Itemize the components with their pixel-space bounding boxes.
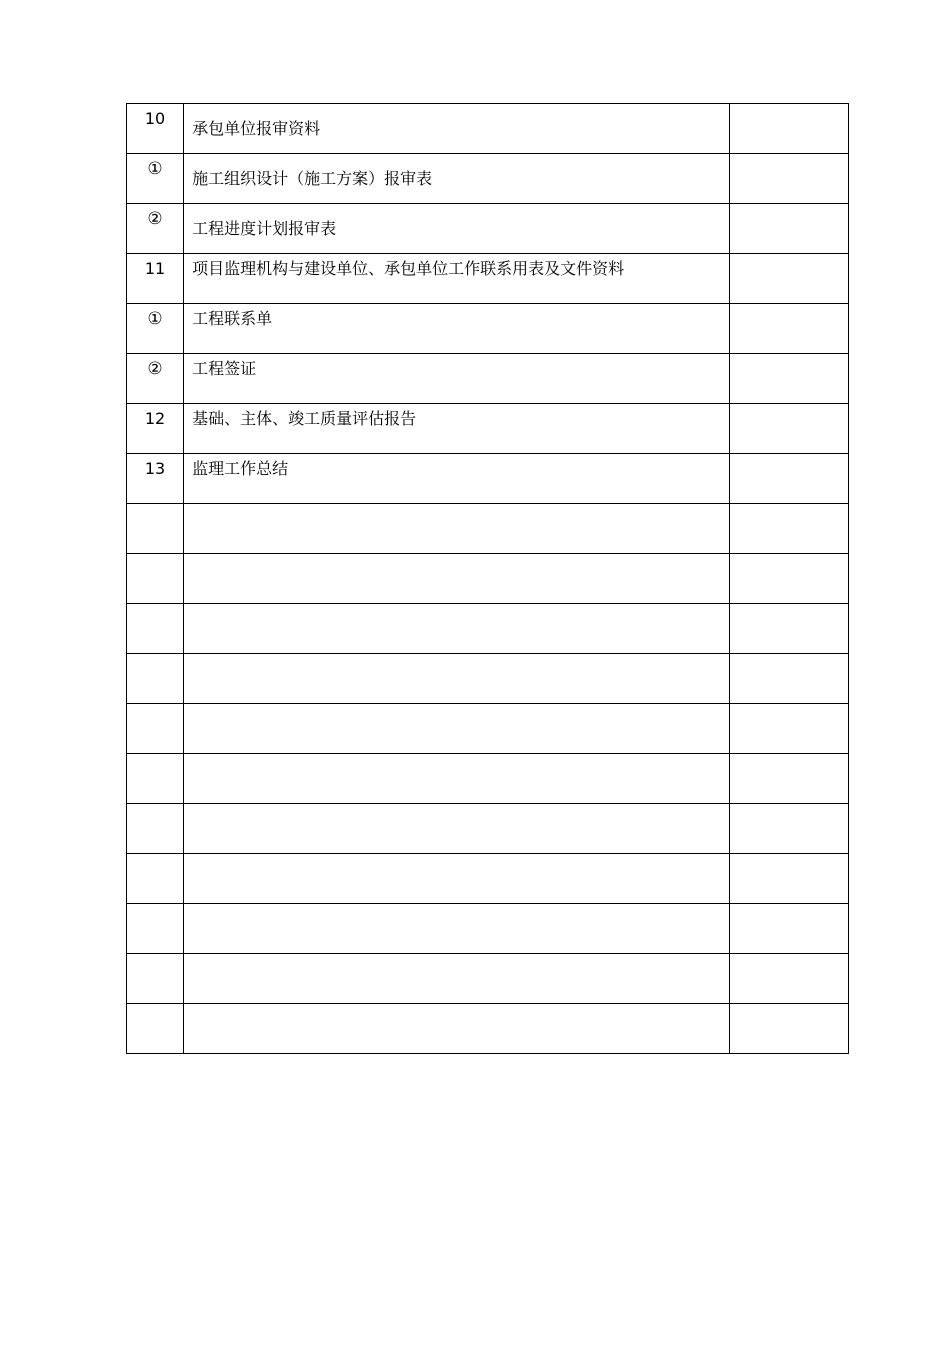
item-cell (184, 804, 730, 854)
row-number-cell (127, 804, 184, 854)
table-row (127, 954, 849, 1004)
row-number-cell (127, 154, 184, 204)
row-number: ② (147, 359, 163, 379)
table-row (127, 704, 849, 754)
note-cell (729, 704, 848, 754)
row-number-cell (127, 854, 184, 904)
note-cell (729, 254, 848, 304)
item-text: 基础、主体、竣工质量评估报告 (192, 409, 417, 428)
item-cell (184, 854, 730, 904)
item-cell (184, 304, 730, 354)
row-number-cell (127, 654, 184, 704)
item-text: 施工组织设计（施工方案）报审表 (192, 169, 433, 188)
item-cell (184, 254, 730, 304)
row-number-cell (127, 354, 184, 404)
item-cell (184, 554, 730, 604)
note-cell (729, 204, 848, 254)
table-row (127, 254, 849, 304)
row-number-cell (127, 954, 184, 1004)
row-number-cell (127, 254, 184, 304)
table-row (127, 204, 849, 254)
item-text: 工程进度计划报审表 (192, 219, 337, 238)
row-number-cell (127, 404, 184, 454)
table-row (127, 1004, 849, 1054)
item-cell (184, 504, 730, 554)
item-cell (184, 354, 730, 404)
item-cell (184, 954, 730, 1004)
table-body (127, 104, 849, 1054)
row-number-cell (127, 554, 184, 604)
table-row (127, 354, 849, 404)
item-cell (184, 904, 730, 954)
item-cell (184, 104, 730, 154)
table-row (127, 454, 849, 504)
note-cell (729, 654, 848, 704)
row-number-cell (127, 1004, 184, 1054)
item-cell (184, 454, 730, 504)
item-text: 监理工作总结 (192, 459, 289, 478)
table-row (127, 754, 849, 804)
table-row (127, 504, 849, 554)
note-cell (729, 804, 848, 854)
row-number-cell (127, 504, 184, 554)
row-number: 13 (144, 459, 166, 478)
note-cell (729, 354, 848, 404)
item-text: 工程签证 (192, 359, 257, 378)
note-cell (729, 454, 848, 504)
note-cell (729, 904, 848, 954)
row-number-cell (127, 104, 184, 154)
table-row (127, 804, 849, 854)
item-cell (184, 754, 730, 804)
table-row (127, 304, 849, 354)
item-cell (184, 604, 730, 654)
table-row (127, 104, 849, 154)
item-cell (184, 654, 730, 704)
table-row (127, 404, 849, 454)
row-number: ① (147, 309, 163, 329)
row-number: ① (147, 159, 163, 179)
item-cell (184, 204, 730, 254)
item-cell (184, 1004, 730, 1054)
item-cell (184, 154, 730, 204)
table-row (127, 554, 849, 604)
table-row (127, 154, 849, 204)
note-cell (729, 104, 848, 154)
note-cell (729, 154, 848, 204)
table-row (127, 904, 849, 954)
note-cell (729, 504, 848, 554)
note-cell (729, 604, 848, 654)
document-table (126, 103, 849, 1054)
item-cell (184, 404, 730, 454)
row-number-cell (127, 304, 184, 354)
row-number: 10 (144, 109, 166, 128)
row-number-cell (127, 754, 184, 804)
table-row (127, 654, 849, 704)
row-number-cell (127, 704, 184, 754)
row-number-cell (127, 454, 184, 504)
row-number: 11 (144, 259, 166, 278)
row-number-cell (127, 604, 184, 654)
table-row (127, 854, 849, 904)
note-cell (729, 854, 848, 904)
row-number-cell (127, 204, 184, 254)
note-cell (729, 954, 848, 1004)
note-cell (729, 304, 848, 354)
note-cell (729, 1004, 848, 1054)
note-cell (729, 554, 848, 604)
item-text: 承包单位报审资料 (192, 119, 321, 138)
row-number-cell (127, 904, 184, 954)
row-number: ② (147, 209, 163, 229)
note-cell (729, 404, 848, 454)
item-text: 项目监理机构与建设单位、承包单位工作联系用表及文件资料 (192, 259, 625, 278)
item-cell (184, 704, 730, 754)
item-text: 工程联系单 (192, 309, 273, 328)
note-cell (729, 754, 848, 804)
row-number: 12 (144, 409, 166, 428)
table-row (127, 604, 849, 654)
